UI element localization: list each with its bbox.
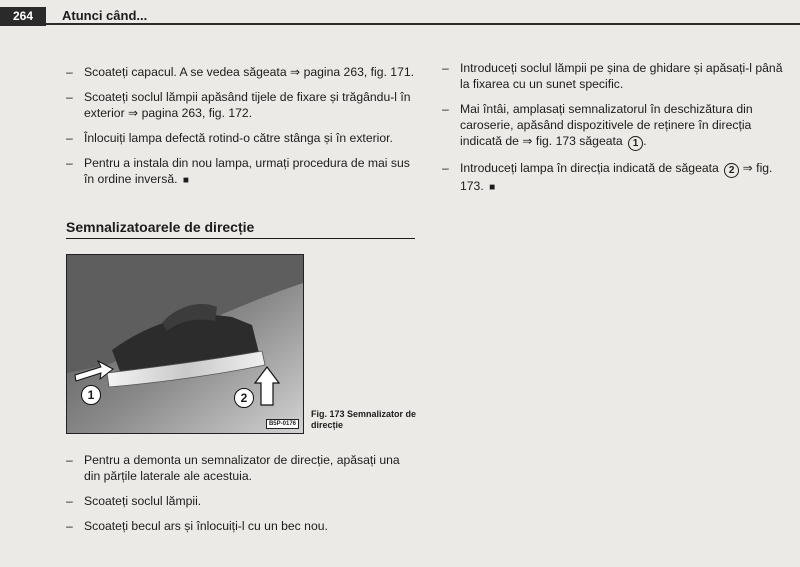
end-mark: ■ bbox=[182, 175, 189, 186]
list-item bbox=[66, 89, 418, 121]
step-text-after: . bbox=[643, 134, 647, 148]
list-item bbox=[66, 155, 418, 189]
dash-bullet: – bbox=[442, 61, 449, 75]
step-text: Introduceți soclul lămpii pe șina de ghidare și apăsați-l până la fixarea cu un sunet specific. bbox=[460, 61, 783, 91]
left-column bbox=[66, 64, 418, 198]
step-text: Scoateți capacul. A se vedea săgeata ⇒ pagina 263, fig. 171. bbox=[84, 65, 415, 79]
dash-bullet: – bbox=[66, 453, 73, 467]
callout-number: 1 bbox=[628, 136, 643, 151]
step-text: Pentru a demonta un semnalizator de direcție, apăsați una din părțile laterale ale acestuia. bbox=[84, 453, 400, 483]
end-mark: ■ bbox=[489, 182, 496, 193]
header-rule bbox=[46, 23, 800, 25]
list-item bbox=[66, 452, 418, 484]
step-text-after: ⇒ fig. 173. bbox=[460, 161, 773, 193]
dash-bullet: – bbox=[66, 156, 73, 170]
dash-bullet: – bbox=[442, 102, 449, 116]
dash-bullet: – bbox=[66, 90, 73, 104]
callout-number: 2 bbox=[724, 163, 739, 178]
dash-bullet: – bbox=[442, 161, 449, 175]
dash-bullet: – bbox=[66, 494, 73, 508]
step-text: Scoateți soclul lămpii apăsând tijele de fixare și trăgându-l în exterior ⇒ pagina 263, fig. 172. bbox=[84, 90, 411, 120]
callout-1: 1 bbox=[81, 385, 101, 405]
list-item bbox=[442, 101, 792, 151]
step-text: Mai întâi, amplasați semnalizatorul în deschizătura din caroserie, apăsând dispozitivele de reținere în direcția indicată de ⇒ fig. 173 săgeata bbox=[460, 102, 753, 148]
section-title: Semnalizatoarele de direcție bbox=[66, 219, 415, 239]
figure-turn-signal bbox=[66, 254, 304, 434]
list-item bbox=[66, 64, 418, 80]
step-text: Scoateți soclul lămpii. bbox=[84, 494, 202, 508]
step-text: Scoateți becul ars și înlocuiți-l cu un bec nou. bbox=[84, 519, 328, 533]
dash-bullet: – bbox=[66, 519, 73, 533]
dash-bullet: – bbox=[66, 65, 73, 79]
callout-2: 2 bbox=[234, 388, 254, 408]
page-number: 264 bbox=[0, 7, 46, 26]
list-item bbox=[66, 130, 418, 146]
figure-code: B5P-0176 bbox=[266, 419, 299, 429]
turn-signal-illustration bbox=[67, 255, 303, 433]
right-column bbox=[442, 60, 792, 205]
list-item bbox=[442, 60, 792, 92]
step-text: Introduceți lampa în direcția indicată de săgeata bbox=[460, 161, 719, 175]
list-item bbox=[442, 160, 792, 196]
dash-bullet: – bbox=[66, 131, 73, 145]
list-item bbox=[66, 493, 418, 509]
list-item bbox=[66, 518, 418, 534]
figure-caption: Fig. 173 Semnalizator de direcție bbox=[311, 409, 417, 430]
bottom-left-column bbox=[66, 452, 418, 543]
header-title: Atunci când... bbox=[62, 8, 148, 23]
step-text: Pentru a instala din nou lampa, urmați procedura de mai sus în ordine inversă. bbox=[84, 156, 410, 186]
step-text: Înlocuiți lampa defectă rotind-o către stânga și în exterior. bbox=[84, 131, 393, 145]
